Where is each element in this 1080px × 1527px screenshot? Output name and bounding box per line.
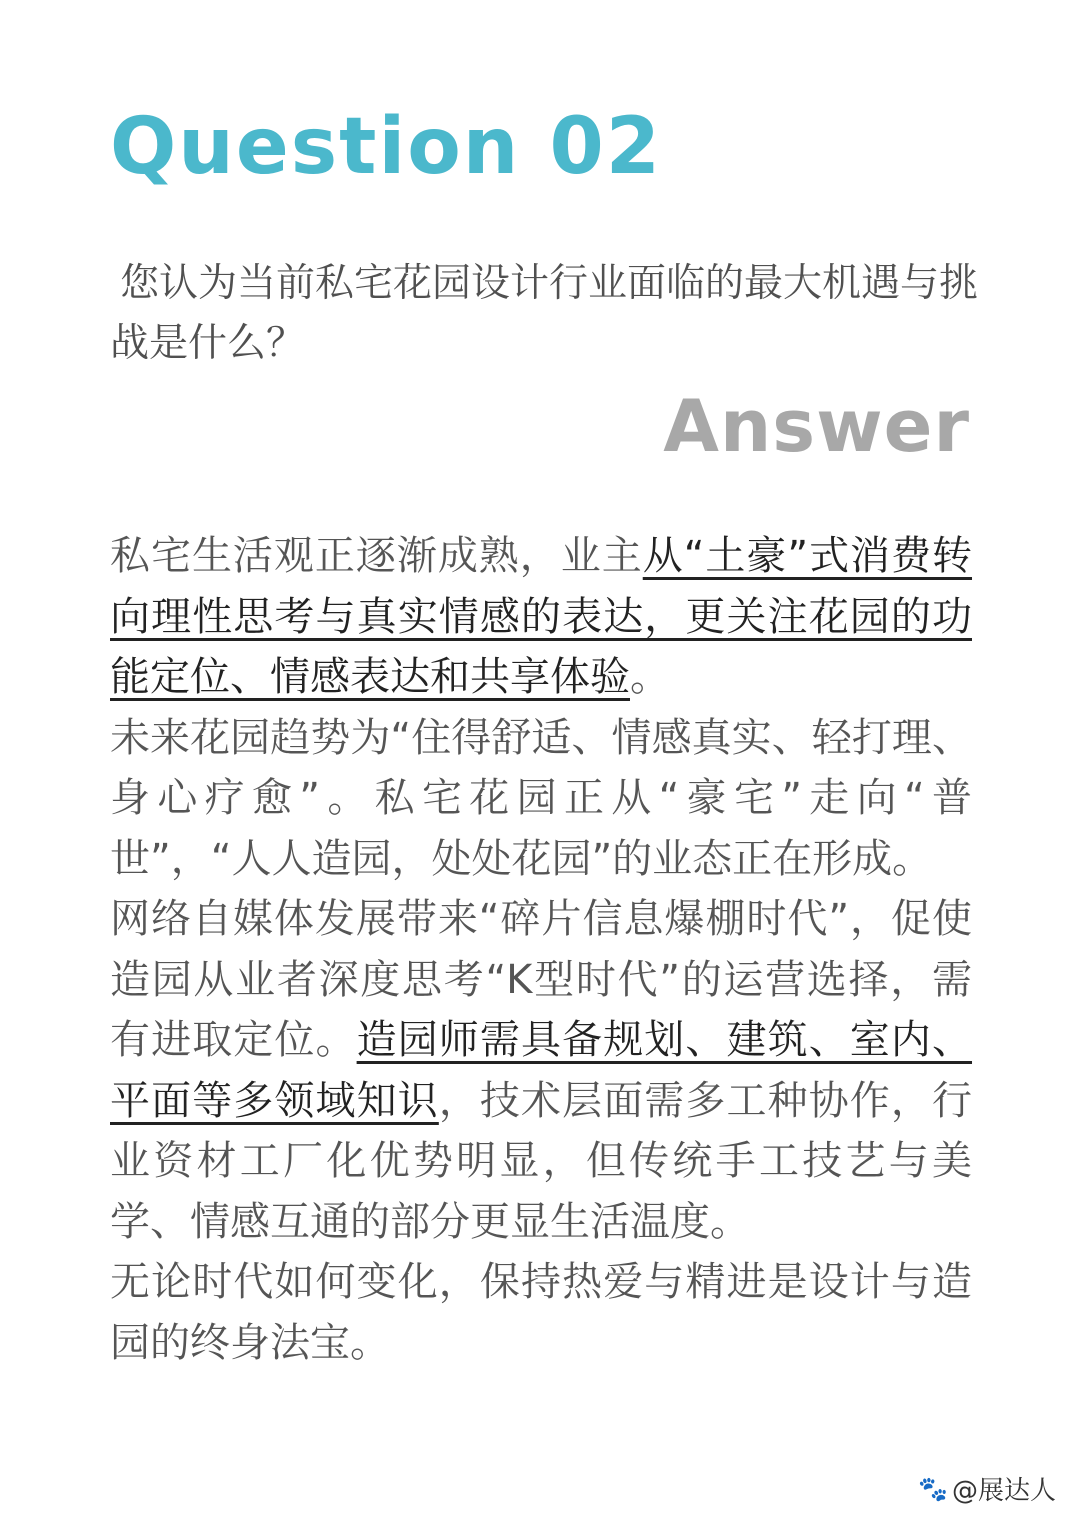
question-text-content: 您认为当前私宅花园设计行业面临的最大机遇与挑战是什么？ bbox=[110, 261, 979, 366]
answer-p3-text: 网络自媒体发展带来“碎片信息爆棚时代”，促使造园从业者深度思考“K型时代”的运营选择，需有进取定位。 bbox=[110, 896, 972, 1063]
answer-p3-end: ，技术层面需多工种协作，行业资材工厂化优势明显，但传统手工技艺与美学、情感互通的部分更显生活温度。 bbox=[110, 1077, 973, 1245]
watermark-text: @展达人 bbox=[951, 1476, 1056, 1506]
answer-paragraph-2: 未来花园趋势为“住得舒适、情感真实、轻打理、身心疗愈”。私宅花园正从“豪宅”走向“普世”，“人人造园，处处花园”的业态正在形成。 bbox=[110, 714, 972, 882]
answer-p1-highlight: 从“土豪”式消费转向理性思考与真实情感的表达，更关注花园的功能定位、情感表达和共享体验 bbox=[110, 533, 973, 700]
answer-paragraph-1 bbox=[110, 526, 972, 708]
answer-heading: Answer bbox=[663, 384, 970, 468]
answer-paragraph-3 bbox=[110, 889, 972, 1252]
answer-p1-text: 私宅生活观正逐渐成熟，业主 bbox=[110, 533, 643, 579]
paw-icon: 🐾 bbox=[918, 1474, 948, 1503]
answer-p3-highlight: 造园师需具备规划、建筑、室内、平面等多领域知识 bbox=[110, 1017, 973, 1124]
watermark bbox=[918, 1470, 1056, 1507]
answer-p1-end: 。 bbox=[630, 654, 670, 700]
question-text bbox=[110, 254, 980, 374]
answer-paragraph-4: 无论时代如何变化，保持热爱与精进是设计与造园的终身法宝。 bbox=[110, 1259, 972, 1366]
question-heading: Question 02 bbox=[110, 102, 663, 192]
answer-body bbox=[110, 526, 972, 1373]
